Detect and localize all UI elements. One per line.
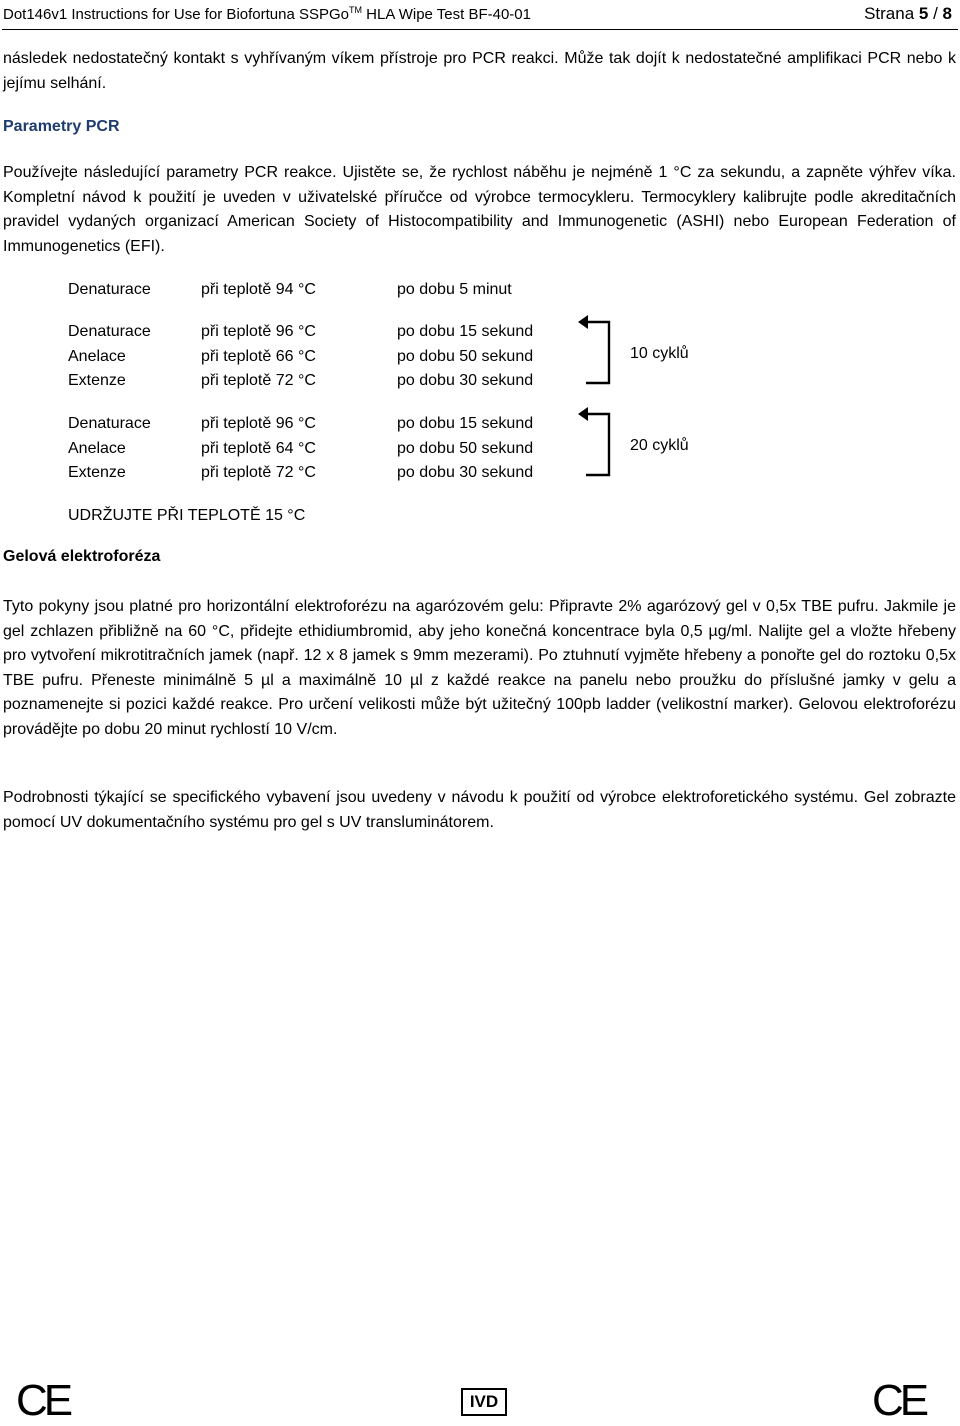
page-separator: / [928, 4, 943, 23]
step-name: Extenze [68, 464, 126, 481]
page-header [3, 3, 952, 27]
header-divider [2, 29, 958, 30]
step-name: Denaturace [68, 415, 151, 432]
step-temperature: při teplotě 72 °C [201, 464, 316, 481]
gel-heading: Gelová elektroforéza [3, 548, 161, 565]
cycle-loop-arrow-2 [575, 404, 615, 478]
step-temperature: při teplotě 96 °C [201, 415, 316, 432]
step-duration: po dobu 50 sekund [397, 439, 534, 457]
gel-paragraph-2: Podrobnosti týkající se specifického vybavení jsou uvedeny v návodu k použití od výrobce elektroforetického systému. Gel zobrazte pomocí UV dokumentačního systému pro gel s UV transluminátorem. [3, 789, 956, 831]
ce-mark-icon: CE [16, 1376, 70, 1425]
document-title-text: Dot146v1 Instructions for Use for Biofortuna SSPGo [3, 6, 350, 23]
step-duration: po dobu 30 sekund [397, 464, 534, 481]
cycle-count-2: 20 cyklů [630, 437, 689, 454]
step-name: Extenze [68, 372, 126, 389]
step-name: Denaturace [68, 281, 151, 298]
step-temperature: při teplotě 72 °C [201, 372, 316, 389]
cycle-loop-arrow-1 [575, 312, 615, 386]
gel-paragraph-1: Tyto pokyny jsou platné pro horizontální elektroforézu na agarózovém gelu: Připravte 2% agarózový gel v 0,5x TBE pufru. Jakmile je gel zchlazen přibližně na 60 °C, přidejte ethidiumbromid, aby jeho konečná koncentrace byla 0,5 µg/ml. Nalijte gel a vložte hřebeny pro vytvoření mikrotitračních jamek (např. 12 x 8 jamek s 9mm mezerami). Po ztuhnutí vyjměte hřebeny a ponořte gel do roztoku 0,5x TBE pufru. Přeneste minimálně 5 µl a maximálně 10 µl z každé reakce na panelu nebo proužku do příslušné jamky v gelu a poznamenejte si pozici každé reakce. Pro určení velikosti může být užitečný 100pb ladder (velikostní marker). Gelovou elektroforézu provádějte po dobu 20 minut rychlostí 10 V/cm. [3, 598, 956, 738]
ivd-mark-icon: IVD [461, 1388, 507, 1416]
ce-mark-icon: CE [872, 1376, 926, 1425]
page-number [864, 4, 952, 24]
step-name: Anelace [68, 439, 126, 457]
trademark-mark: TM [349, 5, 363, 15]
step-temperature: při teplotě 96 °C [201, 323, 316, 340]
hold-instruction: UDRŽUJTE PŘI TEPLOTĚ 15 °C [68, 507, 306, 524]
page-label: Strana [864, 4, 919, 23]
document-title-suffix: HLA Wipe Test BF-40-01 [362, 6, 531, 23]
step-duration: po dobu 30 sekund [397, 372, 534, 389]
step-temperature: při teplotě 94 °C [201, 281, 316, 298]
page-total: 8 [942, 4, 952, 23]
intro-paragraph: následek nedostatečný kontakt s vyhřívaným víkem přístroje pro PCR reakci. Může tak dojít k nedostatečné amplifikaci PCR nebo k jejímu selhání. [3, 50, 956, 92]
document-title [3, 5, 531, 23]
step-duration: po dobu 50 sekund [397, 347, 534, 365]
step-duration: po dobu 5 minut [397, 281, 512, 298]
pcr-paragraph: Používejte následující parametry PCR reakce. Ujistěte se, že rychlost náběhu je nejméně 1 °C za sekundu, a zapněte výhřev víka. Kompletní návod k použití je uveden v uživatelské příručce od výrobce termocykleru. Termocyklery kalibrujte podle akreditačních pravidel vydaných organizací American Society of Histocompatibility and Immunogenetic (ASHI) nebo European Federation of Immunogenetics (EFI). [3, 164, 956, 255]
step-duration: po dobu 15 sekund [397, 415, 534, 432]
pcr-heading: Parametry PCR [3, 118, 120, 135]
step-temperature: při teplotě 64 °C [201, 439, 316, 457]
cycle-count-1: 10 cyklů [630, 345, 689, 362]
step-temperature: při teplotě 66 °C [201, 347, 316, 365]
hold-step [68, 504, 305, 529]
page-current: 5 [918, 4, 929, 23]
step-name: Denaturace [68, 323, 151, 340]
step-name: Anelace [68, 347, 126, 365]
step-duration: po dobu 15 sekund [397, 323, 534, 340]
